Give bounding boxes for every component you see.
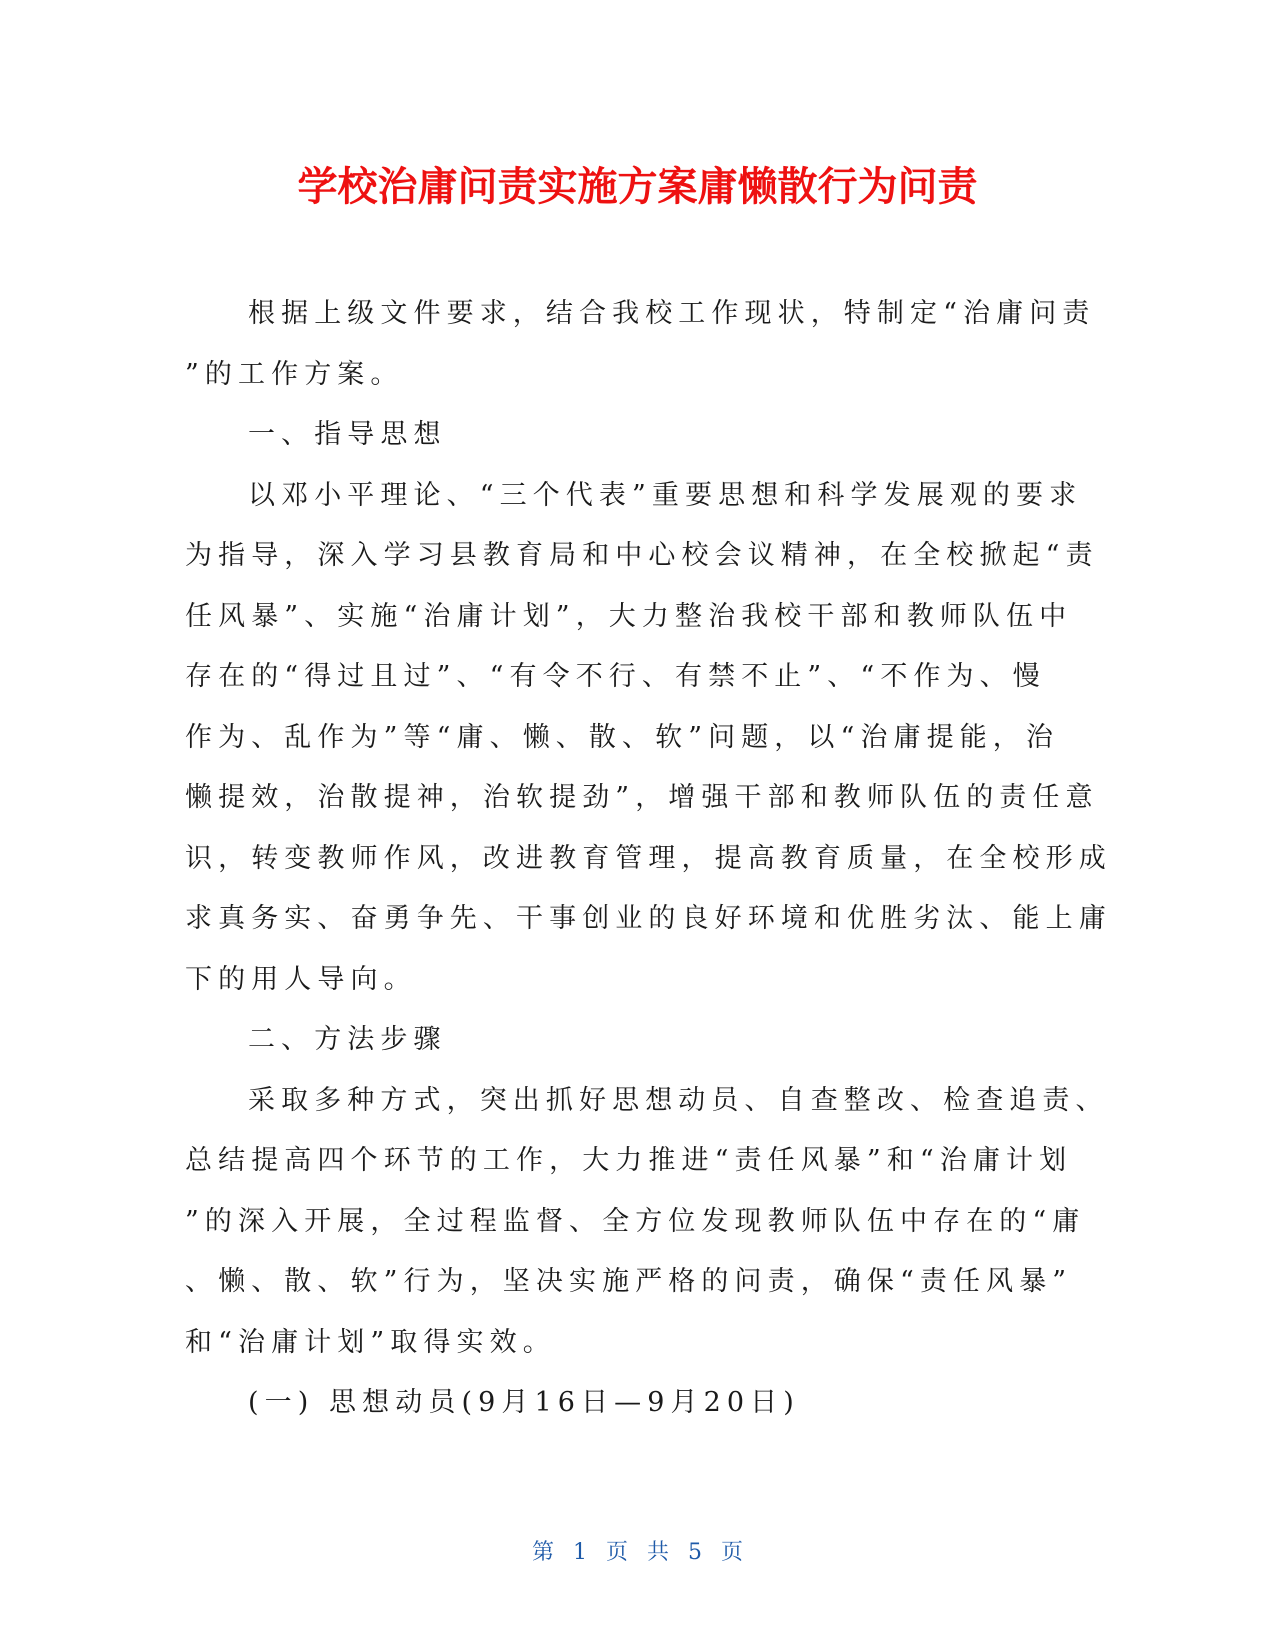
paragraph-line: 根据上级文件要求，结合我校工作现状，特制定“治庸问责 <box>248 298 1096 329</box>
page-unit: 页 <box>605 1540 628 1565</box>
paragraph-line: 求真务实、奋勇争先、干事创业的良好环境和优胜劣汰、能上庸 <box>185 903 1112 934</box>
paragraph-line: 总结提高四个环节的工作，大力推进“责任风暴”和“治庸计划 <box>185 1145 1073 1176</box>
current-page-number: 1 <box>572 1540 587 1565</box>
page-label: 第 <box>531 1540 554 1565</box>
paragraph-line: ”的深入开展，全过程监督、全方位发现教师队伍中存在的“庸 <box>185 1205 1086 1237</box>
paragraph-line: 采取多种方式，突出抓好思想动员、自查整改、检查追责、 <box>248 1084 1109 1116</box>
paragraph-line: 识，转变教师作风，改进教育管理，提高教育质量，在全校形成 <box>185 842 1112 874</box>
paragraph-line: 下的用人导向。 <box>185 963 417 995</box>
paragraph-line: ”的工作方案。 <box>185 358 404 390</box>
document-title: 学校治庸问责实施方案庸懒散行为问责 <box>297 164 978 210</box>
section-heading: 二、方法步骤 <box>248 1024 447 1055</box>
total-unit: 页 <box>721 1540 744 1565</box>
total-pages-number: 5 <box>688 1540 703 1565</box>
paragraph-line: 为指导，深入学习县教育局和中心校会议精神，在全校掀起“责 <box>185 540 1099 571</box>
paragraph-line: 存在的“得过且过”、“有令不行、有禁不止”、“不作为、慢 <box>185 661 1046 692</box>
document-body <box>185 292 1112 1442</box>
total-label: 共 <box>647 1540 670 1565</box>
paragraph-line: 懒提效，治散提神，治软提劲”，增强干部和教师队伍的责任意 <box>185 782 1099 813</box>
page-footer <box>0 1535 1275 1566</box>
paragraph-line: 和“治庸计划”取得实效。 <box>185 1326 556 1358</box>
paragraph-line: 、懒、散、软”行为，坚决实施严格的问责，确保“责任风暴” <box>185 1266 1073 1297</box>
paragraph-line: 任风暴”、实施“治庸计划”，大力整治我校干部和教师队伍中 <box>185 600 1073 632</box>
section-heading: 一、指导思想 <box>248 419 447 450</box>
paragraph-line: 作为、乱作为”等“庸、懒、散、软”问题，以“治庸提能，治 <box>185 721 1060 753</box>
paragraph-line: 以邓小平理论、“三个代表”重要思想和科学发展观的要求 <box>248 479 1083 511</box>
subsection-heading: (一) 思想动员(9月16日—9月20日) <box>248 1387 800 1418</box>
